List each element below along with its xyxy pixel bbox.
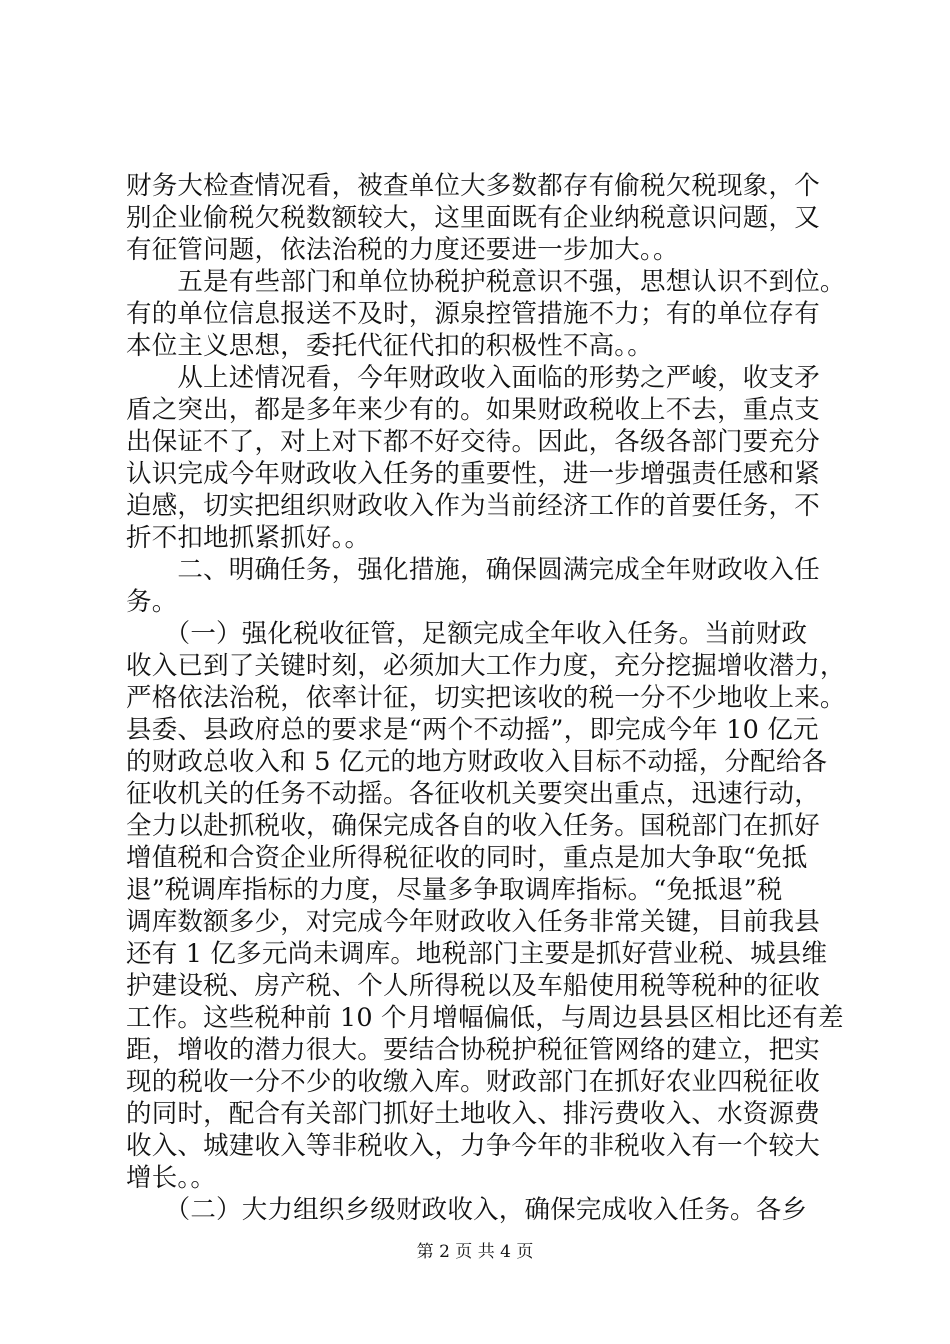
text-line: 财务大检查情况看，被查单位大多数都存有偷税欠税现象，个 (126, 171, 820, 201)
text-line: 征收机关的任务不动摇。各征收机关要突出重点，迅速行动， (126, 779, 820, 809)
text-line: 护建设税、房产税、个人所得税以及车船使用税等税种的征收 (126, 971, 820, 1001)
text-line: 盾之突出，都是多年来少有的。如果财政税收上不去，重点支 (126, 395, 820, 425)
text-line: 有的单位信息报送不及时，源泉控管措施不力；有的单位存有 (126, 299, 820, 329)
text-line: 折不扣地抓紧抓好。。 (126, 523, 371, 553)
text-line: 收入已到了关键时刻，必须加大工作力度，充分挖掘增收潜力， (126, 651, 846, 681)
text-line: 收入、城建收入等非税收入，力争今年的非税收入有一个较大 (126, 1131, 820, 1161)
text-line: 本位主义思想，委托代征代扣的积极性不高。。 (126, 331, 653, 361)
page-number-footer: 第 2 页 共 4 页 (416, 1242, 534, 1262)
text-line: 的同时，配合有关部门抓好土地收入、排污费收入、水资源费 (126, 1099, 820, 1129)
text-line: 有征管问题，依法治税的力度还要进一步加大。。 (126, 235, 679, 265)
text-line: 增长。。 (126, 1163, 217, 1193)
text-line: 退”税调库指标的力度，尽量多争取调库指标。“免抵退”税 (126, 875, 783, 905)
text-line: 调库数额多少，对完成今年财政收入任务非常关键，目前我县 (126, 907, 820, 937)
document-body (126, 170, 862, 1226)
text-line: 现的税收一分不少的收缴入库。财政部门在抓好农业四税征收 (126, 1067, 820, 1097)
text-line: 从上述情况看，今年财政收入面临的形势之严峻，收支矛 (126, 363, 820, 393)
text-line: 距，增收的潜力很大。要结合协税护税征管网络的建立，把实 (126, 1035, 820, 1065)
text-line: （一）强化税收征管，足额完成全年收入任务。当前财政 (126, 619, 808, 649)
text-line: 务。 (126, 587, 178, 617)
text-line: 五是有些部门和单位协税护税意识不强，思想认识不到位。 (126, 267, 846, 297)
text-line: 认识完成今年财政收入任务的重要性，进一步增强责任感和紧 (126, 459, 820, 489)
text-line: 的财政总收入和 5 亿元的地方财政收入目标不动摇，分配给各 (126, 747, 828, 777)
text-line: 出保证不了，对上对下都不好交待。因此，各级各部门要充分 (126, 427, 820, 457)
text-line: 二、明确任务，强化措施，确保圆满完成全年财政收入任 (126, 555, 820, 585)
text-line: 县委、县政府总的要求是“两个不动摇”，即完成今年 10 亿元 (126, 715, 819, 745)
text-line: 增值税和合资企业所得税征收的同时，重点是加大争取“免抵 (126, 843, 808, 873)
text-line: 迫感，切实把组织财政收入作为当前经济工作的首要任务，不 (126, 491, 820, 521)
text-line: 严格依法治税，依率计征，切实把该收的税一分不少地收上来。 (126, 683, 846, 713)
text-line: 别企业偷税欠税数额较大，这里面既有企业纳税意识问题，又 (126, 203, 820, 233)
text-line: （二）大力组织乡级财政收入，确保完成收入任务。各乡 (126, 1195, 808, 1225)
text-line: 全力以赴抓税收，确保完成各自的收入任务。国税部门在抓好 (126, 811, 820, 841)
text-line: 工作。这些税种前 10 个月增幅偏低，与周边县县区相比还有差 (126, 1003, 844, 1033)
text-line: 还有 1 亿多元尚未调库。地税部门主要是抓好营业税、城县维 (126, 939, 828, 969)
